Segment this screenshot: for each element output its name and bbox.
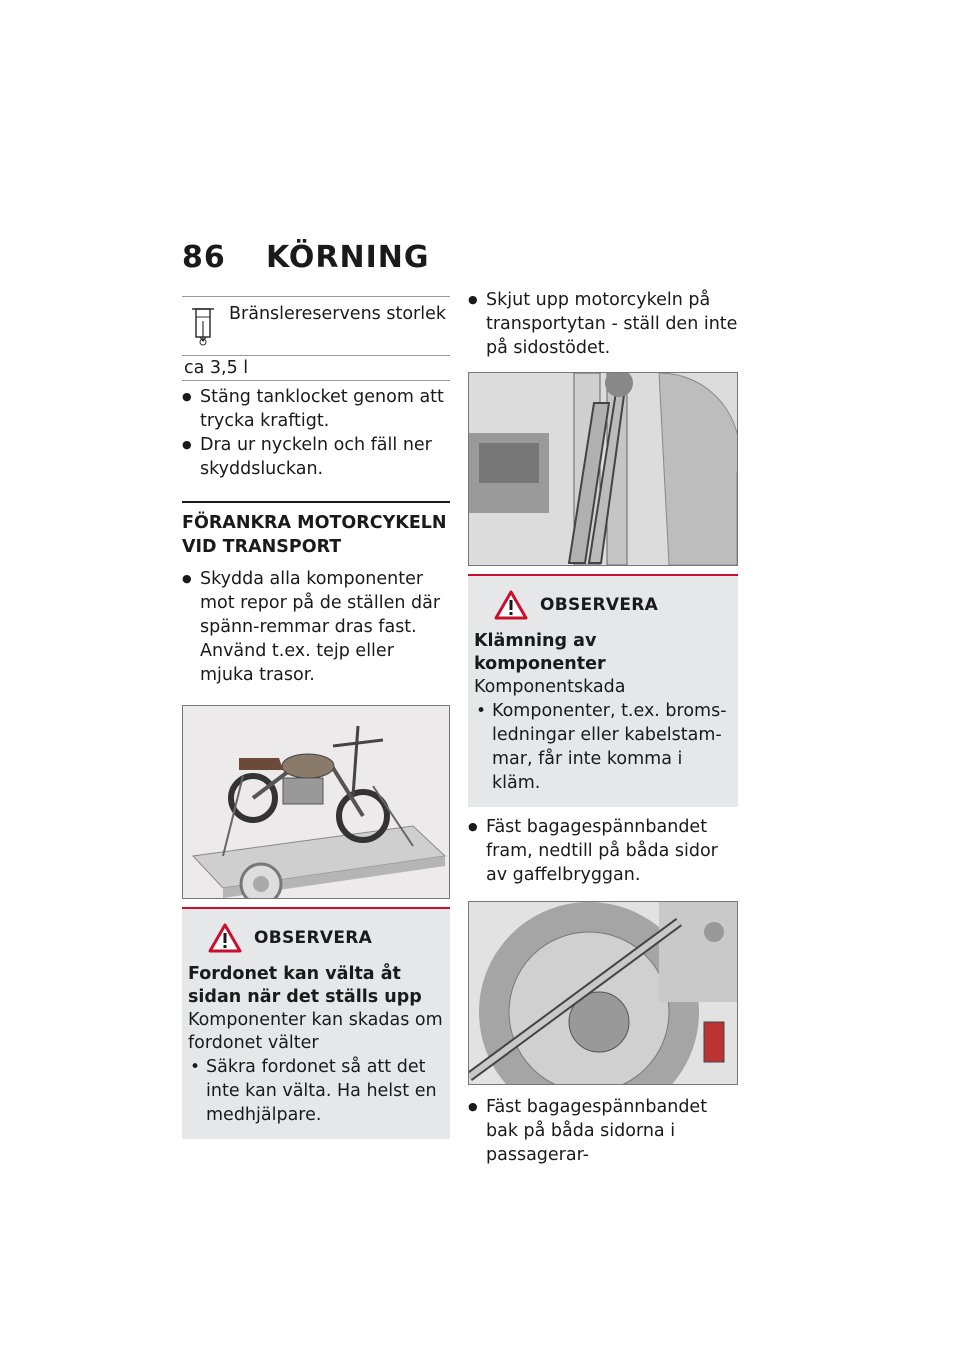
spec-label: Bränslereservens storlek: [229, 304, 446, 324]
left-column: [182, 296, 450, 1139]
bullet-list-3: [468, 288, 738, 360]
note-text: Komponenter kan skadas om fordonet välter: [188, 1010, 443, 1053]
note-heading: OBSERVERA: [254, 928, 373, 948]
list-item: ● Stäng tanklocket genom att trycka kraftigt.: [182, 385, 450, 433]
list-item: • Säkra fordonet så att det inte kan välta. Ha helst en medhjälpare.: [188, 1055, 444, 1127]
front-fork-strap-image: [468, 372, 738, 566]
warning-triangle-icon: [494, 590, 528, 620]
note-bullets: [474, 699, 732, 795]
page-number: 86: [182, 240, 226, 275]
note-heading: OBSERVERA: [540, 595, 659, 615]
right-column: [468, 288, 738, 1167]
chapter-title: KÖRNING: [266, 240, 430, 275]
list-item: ● Dra ur nyckeln och fäll ner skyddsluckan.: [182, 433, 450, 481]
bullet-list-1: [182, 385, 450, 481]
warning-triangle-icon: [208, 923, 242, 953]
bullet-list-5: [468, 1095, 738, 1167]
note-subtitle: Klämning av komponenter: [474, 631, 606, 674]
section-heading: FÖRANKRA MOTORCYKELN VID TRANSPORT: [182, 501, 450, 559]
list-item: • Komponenter, t.ex. broms-ledningar eller kabelstam-mar, får inte komma i kläm.: [474, 699, 732, 795]
bullet-list-4: [468, 815, 738, 887]
warning-note: [468, 574, 738, 807]
list-item: ● Fäst bagagespännbandet fram, nedtill på båda sidor av gaffelbryggan.: [468, 815, 738, 887]
motorcycle-on-trailer-image: [182, 705, 450, 899]
rear-strap-image: [468, 901, 738, 1085]
note-bullets: [188, 1055, 444, 1127]
spec-box: [182, 296, 450, 381]
note-subtitle: Fordonet kan välta åt sidan när det ställs upp: [188, 964, 422, 1007]
list-item: ● Skjut upp motorcykeln på transportytan - ställ den inte på sidostödet.: [468, 288, 738, 360]
list-item: ● Fäst bagagespännbandet bak på båda sidorna i passagerar-: [468, 1095, 738, 1167]
bullet-list-2: [182, 567, 450, 687]
page-header: [182, 240, 430, 275]
list-item: ● Skydda alla komponenter mot repor på de ställen där spänn-remmar dras fast. Använd t.ex. tejp eller mjuka trasor.: [182, 567, 450, 687]
spec-value: ca 3,5 l: [184, 358, 249, 378]
fuel-gauge-icon: [182, 303, 226, 347]
warning-note: [182, 907, 450, 1139]
note-text: Komponentskada: [474, 677, 626, 697]
